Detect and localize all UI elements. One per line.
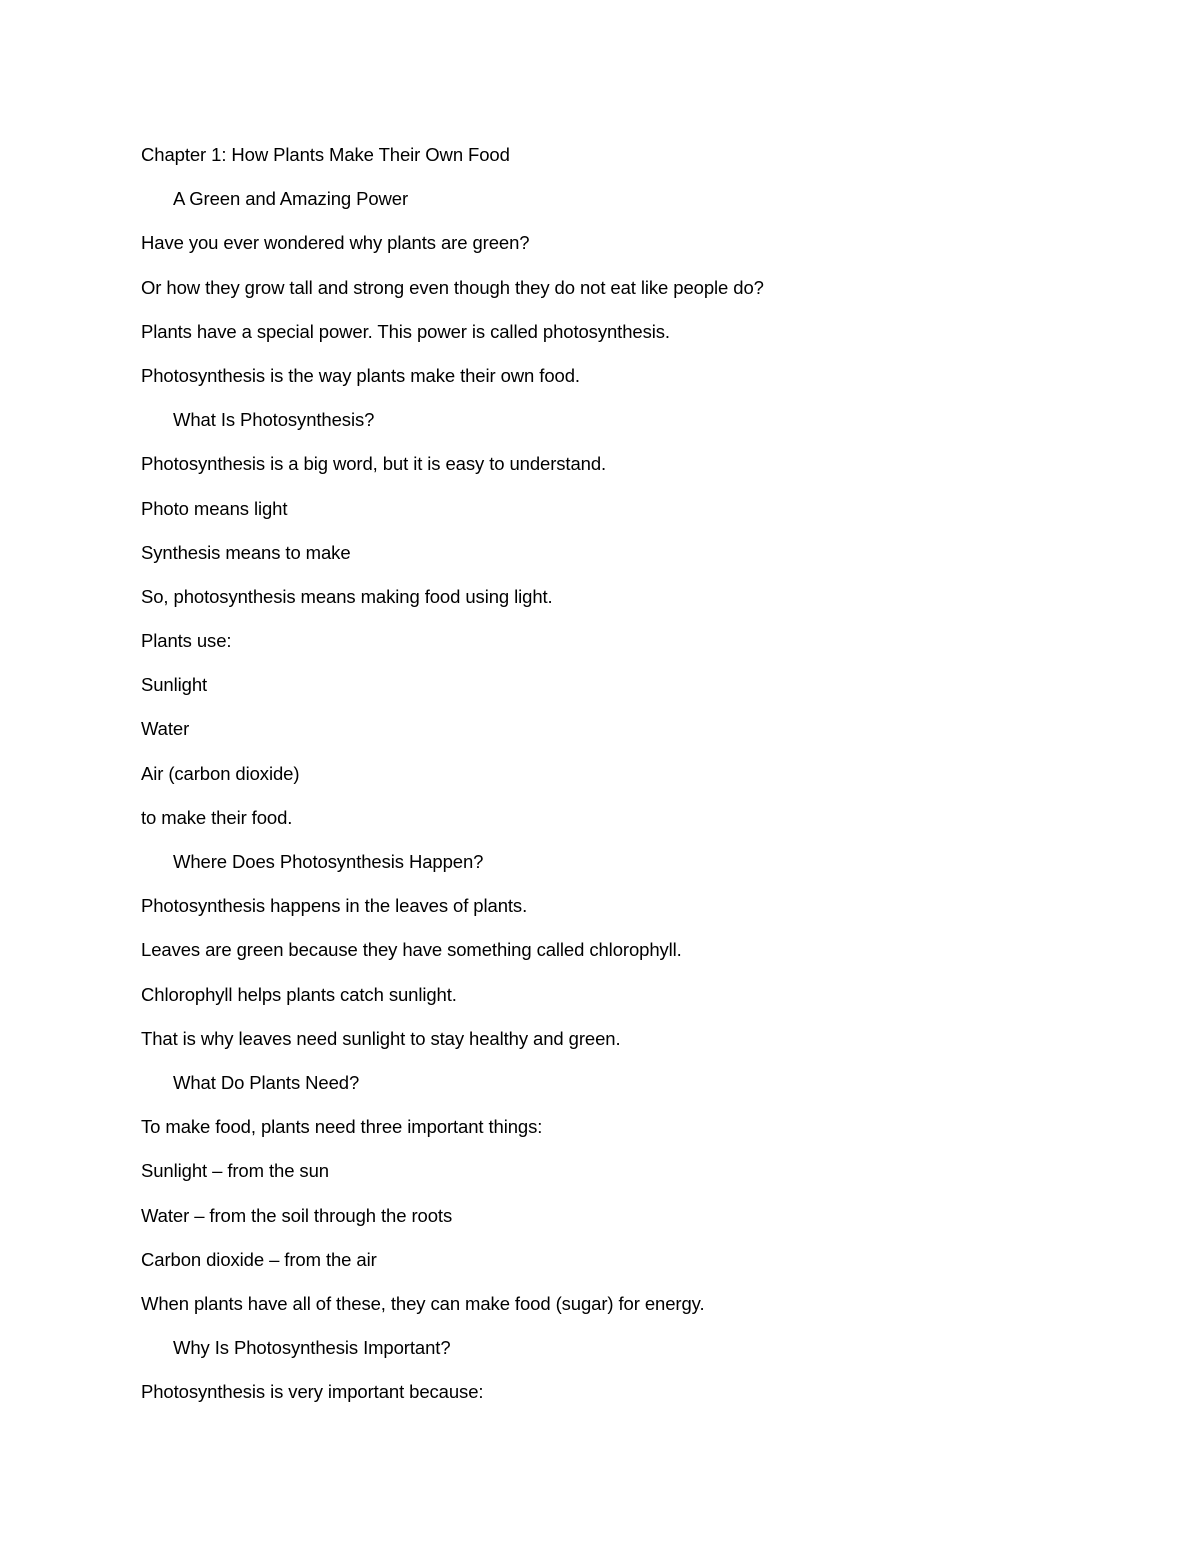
list-item: Sunlight – from the sun	[141, 1160, 329, 1182]
section-heading-what-is-photosynthesis: What Is Photosynthesis?	[173, 409, 375, 431]
section-heading-green-power: A Green and Amazing Power	[173, 188, 409, 210]
paragraph-line: Have you ever wondered why plants are green?	[141, 232, 530, 254]
paragraph-line: Plants use:	[141, 630, 232, 652]
paragraph-line: When plants have all of these, they can make food (sugar) for energy.	[141, 1292, 705, 1314]
list-item: Carbon dioxide – from the air	[141, 1248, 377, 1270]
section-heading-what-plants-need: What Do Plants Need?	[173, 1071, 360, 1093]
list-item: Water – from the soil through the roots	[141, 1204, 453, 1226]
paragraph-line: Or how they grow tall and strong even though they do not eat like people do?	[141, 276, 764, 298]
paragraph-line: Photo means light	[141, 497, 288, 519]
section-heading-why-important: Why Is Photosynthesis Important?	[173, 1337, 451, 1359]
paragraph-line: Photosynthesis happens in the leaves of plants.	[141, 895, 528, 917]
chapter-title: Chapter 1: How Plants Make Their Own Food	[141, 144, 510, 165]
paragraph-line: to make their food.	[141, 806, 293, 828]
paragraph-line: So, photosynthesis means making food using light.	[141, 585, 553, 607]
section-heading-where-happens: Where Does Photosynthesis Happen?	[173, 851, 484, 872]
paragraph-line: That is why leaves need sunlight to stay healthy and green.	[141, 1027, 621, 1049]
paragraph-line: Photosynthesis is the way plants make their own food.	[141, 364, 580, 386]
paragraph-line: Synthesis means to make	[141, 541, 351, 563]
paragraph-line: Photosynthesis is very important because:	[141, 1381, 484, 1403]
paragraph-line: Plants have a special power. This power is called photosynthesis.	[141, 320, 670, 342]
document-body	[141, 142, 1081, 1423]
paragraph-line: To make food, plants need three important things:	[141, 1116, 543, 1138]
paragraph-line: Chlorophyll helps plants catch sunlight.	[141, 983, 457, 1005]
list-item: Sunlight	[141, 674, 208, 696]
list-item: Water	[141, 718, 190, 740]
paragraph-line: Leaves are green because they have something called chlorophyll.	[141, 939, 682, 961]
list-item: Air (carbon dioxide)	[141, 762, 300, 784]
paragraph-line: Photosynthesis is a big word, but it is easy to understand.	[141, 453, 607, 475]
